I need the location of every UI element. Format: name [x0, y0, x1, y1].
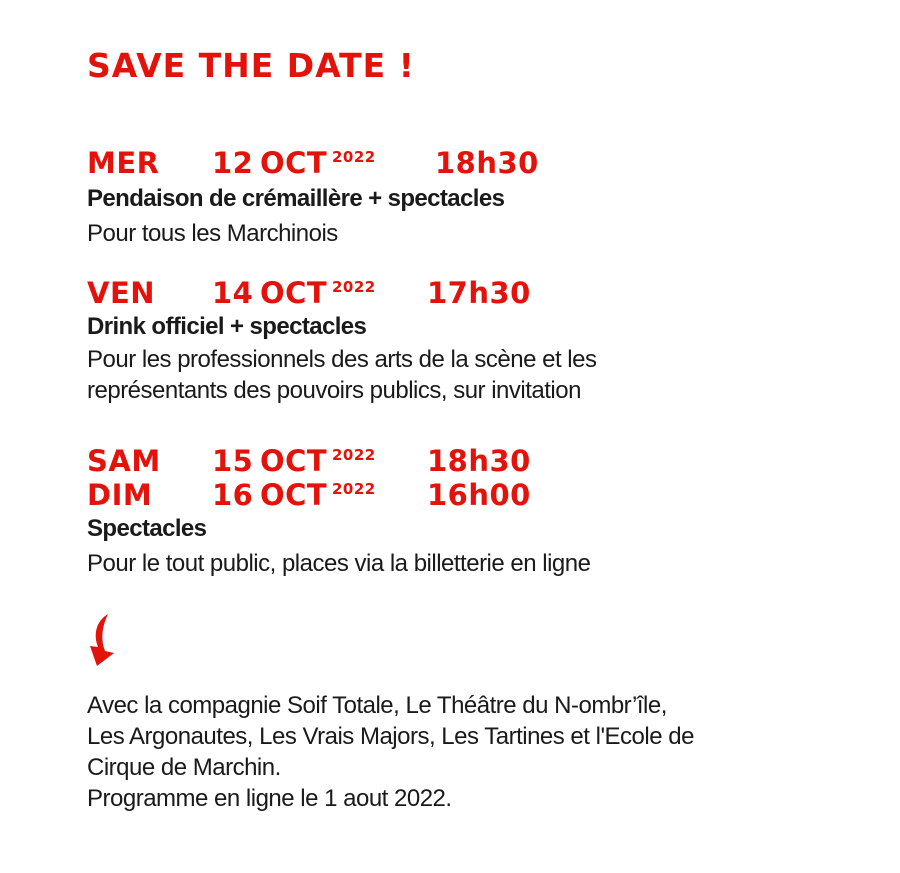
event-month: OCT	[260, 444, 328, 478]
event-time: 17h30	[427, 276, 531, 310]
event-year: 2022	[332, 446, 376, 464]
event-subtitle: Drink officiel + spectacles	[87, 313, 367, 340]
event-description-line: Pour les professionnels des arts de la scène et les	[87, 346, 597, 373]
event-year: 2022	[332, 480, 376, 498]
event-description	[87, 344, 596, 406]
event-description	[87, 218, 338, 249]
footer-line: Avec la compagnie Soif Totale, Le Théâtre du N-ombr’île,	[87, 692, 667, 719]
event-day-number: 14	[212, 276, 254, 310]
event-description	[87, 548, 590, 579]
event-month: OCT	[260, 276, 328, 310]
page-title: SAVE THE DATE !	[87, 46, 415, 85]
event-month: OCT	[260, 146, 328, 180]
event-month: OCT	[260, 478, 328, 512]
event-time: 16h00	[427, 478, 531, 512]
curved-arrow-down-icon	[84, 613, 118, 667]
event-day: MER	[87, 146, 160, 180]
event-subtitle: Pendaison de crémaillère + spectacles	[87, 185, 505, 212]
event-description-line: représentants des pouvoirs publics, sur invitation	[87, 377, 581, 404]
footer-line: Les Argonautes, Les Vrais Majors, Les Tartines et l'Ecole de	[87, 723, 694, 750]
footer-text	[87, 690, 694, 814]
event-day: DIM	[87, 478, 153, 512]
event-time: 18h30	[435, 146, 539, 180]
event-description-line: Pour le tout public, places via la billetterie en ligne	[87, 550, 591, 577]
event-description-line: Pour tous les Marchinois	[87, 220, 338, 247]
event-day: SAM	[87, 444, 161, 478]
event-year: 2022	[332, 278, 376, 296]
event-day: VEN	[87, 276, 156, 310]
event-time: 18h30	[427, 444, 531, 478]
event-subtitle: Spectacles	[87, 515, 207, 542]
event-day-number: 16	[212, 478, 254, 512]
event-day-number: 12	[212, 146, 254, 180]
footer-line: Cirque de Marchin.	[87, 754, 281, 781]
footer-line: Programme en ligne le 1 aout 2022.	[87, 785, 452, 812]
event-year: 2022	[332, 148, 376, 166]
event-day-number: 15	[212, 444, 254, 478]
